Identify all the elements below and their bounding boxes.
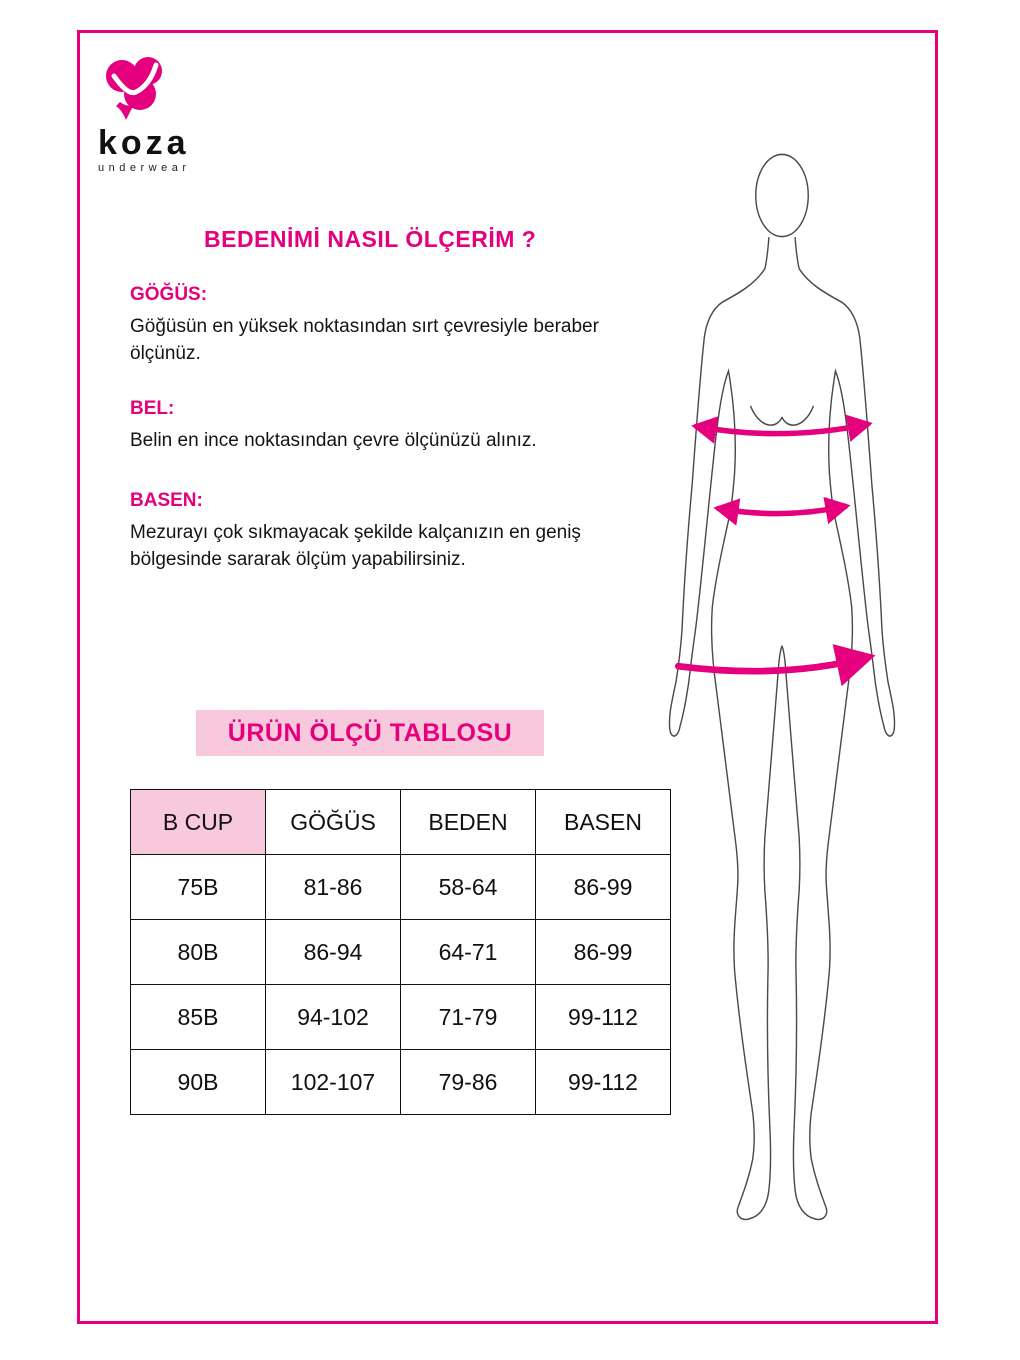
guide-title: BEDENİMİ NASIL ÖLÇERİM ? [204, 226, 537, 252]
cell: 94-102 [266, 985, 401, 1050]
cell: 86-99 [536, 920, 671, 985]
cell: 102-107 [266, 1050, 401, 1115]
section-heading: GÖĞÜS: [130, 284, 208, 305]
hip-measure-arrow [678, 657, 868, 671]
table-row [131, 855, 671, 920]
section-text: Mezurayı çok sıkmayacak şekilde kalçanızın en geniş bölgesinde sararak ölçüm yapabilirsiniz. [130, 522, 581, 570]
section-text: Belin en ince noktasından çevre ölçünüzü alınız. [130, 430, 537, 451]
table-row [131, 985, 671, 1050]
brand-subtitle: underwear [98, 162, 191, 174]
cell: 64-71 [401, 920, 536, 985]
table-header-row [131, 790, 671, 855]
figure-illustration [612, 140, 952, 1240]
waist-measure-arrow [718, 506, 845, 513]
cell: 58-64 [401, 855, 536, 920]
female-croquis-icon [612, 140, 952, 1240]
header-cell-gogus: GÖĞÜS [266, 790, 401, 855]
brand-logo [98, 52, 208, 174]
header-cell-basen: BASEN [536, 790, 671, 855]
table-row [131, 920, 671, 985]
section-bel [130, 398, 608, 455]
figure-head [756, 154, 808, 236]
cell: 71-79 [401, 985, 536, 1050]
table-row [131, 1050, 671, 1115]
section-text: Göğüsün en yüksek noktasından sırt çevresiyle beraber ölçünüz. [130, 316, 599, 364]
size-table [130, 789, 671, 1115]
header-cell-beden: BEDEN [401, 790, 536, 855]
cell: 80B [131, 920, 266, 985]
cell: 75B [131, 855, 266, 920]
cell: 85B [131, 985, 266, 1050]
cell: 99-112 [536, 985, 671, 1050]
table-title: ÜRÜN ÖLÇÜ TABLOSU [196, 710, 544, 756]
section-basen [130, 490, 608, 573]
section-gogus [130, 284, 608, 367]
section-heading: BEL: [130, 398, 175, 419]
header-cell-bcup: B CUP [131, 790, 266, 855]
cell: 99-112 [536, 1050, 671, 1115]
cell: 90B [131, 1050, 266, 1115]
cell: 86-94 [266, 920, 401, 985]
section-heading: BASEN: [130, 490, 203, 511]
cell: 86-99 [536, 855, 671, 920]
koza-clover-icon [98, 52, 174, 124]
cell: 81-86 [266, 855, 401, 920]
bust-measure-arrow [696, 424, 868, 433]
cell: 79-86 [401, 1050, 536, 1115]
brand-name: koza [98, 124, 190, 162]
